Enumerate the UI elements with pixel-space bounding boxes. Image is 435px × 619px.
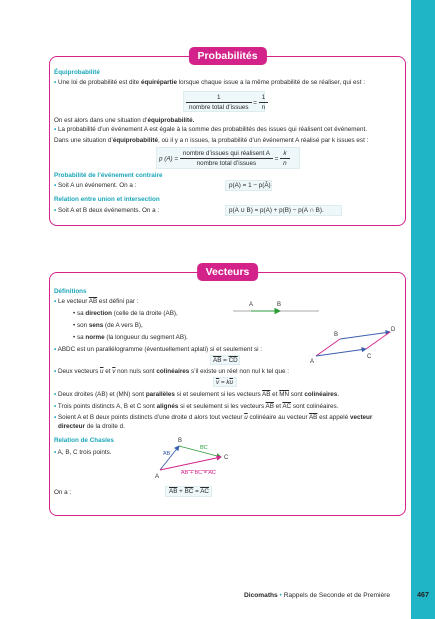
fig3-label-sum: AB + BC = AC [181,470,216,476]
fig2-label-b: B [334,332,339,338]
side-ac [316,349,366,356]
fig3-label-bc: BC [200,445,208,451]
union-heading: Relation entre union et intersection [54,196,160,203]
vector-ab-figure [233,302,319,311]
event-probability-equi-line: Dans une situation d’équiprobabilité, où il y a n issues, la probabilité d’un événement A réalisé par k issues est : [54,137,369,144]
colinear-formula: $\overline{v} = k\overline{u}$ [213,377,237,387]
equiprobability-formula: $\frac{1}{\text{nombre total d’issues}}$ = $\frac{1}{n}$ [183,91,265,112]
probabilities-title: Probabilités [188,47,266,65]
footer-brand: Dicomaths [244,592,278,599]
equiprobability-situation: On est alors dans une situation d’équiprobabilité. [54,117,195,124]
complement-heading: Probabilité de l’événement contraire [54,172,163,179]
complement-text: • Soit A un événement. On a : [54,182,137,189]
footer-subtitle: Rappels de Seconde et de Première [283,592,391,599]
equiprobability-definition: • Une loi de probabilité est dite équirépartie lorsque chaque issue a la même probabilité de se réaliser, qui est : [54,79,365,86]
parallelogram-figure [310,327,396,365]
union-formula: p(A ∪ B) = p(A) + p(B) − p(A ∩ B). [225,205,342,216]
side-bd [340,332,390,339]
chasles-figure [155,438,229,480]
sense-item: • son sens (de A vers B), [73,322,143,329]
parallel-lines-line: • Deux droites (AB) et (MN) sont parallèles si et seulement si les vecteurs $\overline{AB}$ et $\overline{MN}$ sont colinéaires. [54,391,340,398]
fig2-label-d: D [391,327,396,333]
event-probability-formula: p (A) = $\frac{\text{nombre d’issues qui réalisent A}}{\text{nombre total d’issues}}$ = $\frac{k}{n}$ [156,147,300,169]
definitions-heading: Définitions [54,288,87,295]
footer: Dicomaths • Rappels de Seconde et de Première [244,592,391,599]
direction-item: • sa direction (celle de la droite (AB), [73,310,178,317]
vector-definition: • Le vecteur $\overline{AB}$ est défini par : [54,298,139,305]
chasles-heading: Relation de Chasles [54,437,114,444]
union-text: • Soit A et B deux événements. On a : [54,207,160,214]
bullet: • [54,79,57,86]
fig1-label-a: A [249,302,254,308]
fig1-label-b: B [277,302,282,308]
direction-vector-line1: • Soient A et B deux points distincts d’une droite d alors tout vecteur $\overline{u}$ colinéaire au vecteur $\overline{AB}$ est appelé vecteur [54,414,373,421]
parallelogram-formula: $\overline{AB} = \overline{CD}$ [210,355,240,365]
fig3-label-c: C [224,455,229,461]
event-probability-line: • La probabilité d’un événement A est égale à la somme des probabilités des issues qui réalisent cet événement. [54,126,368,133]
direction-vector-line2: directeur de la droite d. [58,423,125,430]
on-a-label: On a : [54,489,72,496]
fig2-label-c: C [367,354,372,360]
chasles-text: • A, B, C trois points. [54,449,112,456]
aligned-points-line: • Trois points distincts A, B et C sont alignés si et seulement si les vecteurs $\overline{AB}$ et $\overline{AC}$ sont colinéaires. [54,403,339,410]
norm-item: • sa norme (la longueur du segment AB). [73,334,188,341]
complement-formula: p(A) = 1 − p(Ā) [225,180,272,191]
fig2-label-a: A [310,359,315,365]
fig3-label-b: B [178,438,183,444]
chasles-formula: $\overline{AB} + \overline{BC} = \overline{AC}$ [165,486,212,497]
vectors-title: Vecteurs [197,263,259,281]
parallelogram-line: • ABDC est un parallélogramme (éventuellement aplati) si et seulement si : [54,346,263,353]
page-number: 467 [417,592,429,599]
fig3-label-ab: AB [163,451,171,457]
equiprobability-heading: Équiprobabilité [54,69,100,76]
colinear-line: • Deux vecteurs $\overline{u}$ et $\overline{v}$ non nuls sont colinéaires s’il existe un réel non nul k tel que : [54,368,290,375]
fig3-label-a: A [155,474,160,480]
